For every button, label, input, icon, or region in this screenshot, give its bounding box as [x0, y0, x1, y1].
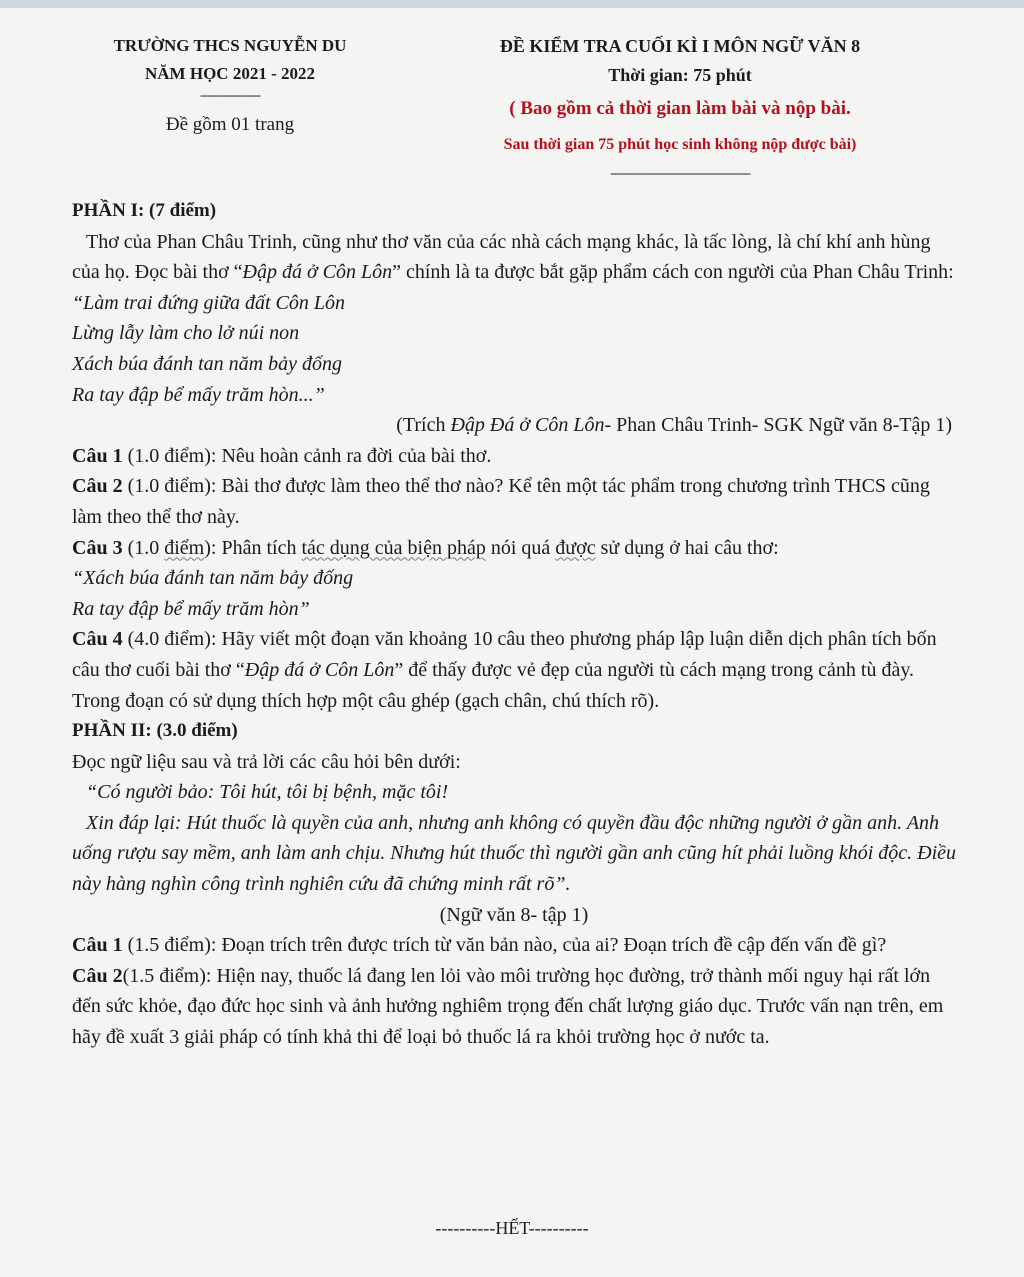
part1-question-3 — [72, 533, 956, 564]
spellcheck-word: được — [555, 536, 596, 559]
poem-line-3: Xách búa đánh tan năm bảy đống — [72, 352, 342, 375]
part2-source: (Ngữ văn 8- tập 1) — [439, 903, 589, 926]
source-suffix: - Phan Châu Trinh- SGK Ngữ văn 8-Tập 1) — [604, 414, 952, 437]
question-label: Câu 1 — [72, 934, 123, 957]
header-left-divider: ------------------ — [200, 87, 260, 102]
exam-note-line1: ( Bao gồm cả thời gian làm bài và nộp bài. — [509, 98, 851, 119]
source-title: Đập Đá ở Côn Lôn — [450, 414, 605, 437]
question-text: (1.5 điểm): Hiện nay, thuốc lá đang len lỏi vào môi trường học đường, trở thành mối nguy hại rất lớn đến sức khỏe, đạo đức học sinh và ảnh hưởng nghiêm trọng đến chất lượng giáo dục. Trước vấn nạn trên, em hãy đề xuất 3 giải pháp có tính khả thi để loại bỏ thuốc lá ra khỏi trường học ở nước ta. — [72, 964, 944, 1049]
poem-source — [72, 410, 956, 441]
question-text: (1.0 điểm): Nêu hoàn cảnh ra đời của bài thơ. — [122, 444, 492, 467]
header-right-divider: ------------------------------------------ — [610, 165, 750, 180]
part2-quote-body: Xin đáp lại: Hút thuốc là quyền của anh, nhưng anh không có quyền đầu độc những người ở gần anh. Anh uống rượu say mềm, anh làm anh chịu. Nhưng hút thuốc thì người gần anh cũng hít phải luồng khói độc. Điều này hàng nghìn công trình nghiên cứu đã chứng minh rất rõ”. — [72, 811, 957, 896]
exam-note-line2: Sau thời gian 75 phút học sinh không nộp được bài) — [503, 136, 857, 153]
intro-poem-title: Đập đá ở Côn Lôn — [242, 261, 393, 284]
question-label: Câu 4 — [72, 628, 123, 651]
header-left — [70, 32, 390, 138]
question-text: nói quá — [485, 536, 556, 559]
question-text: (1.0 điểm): Bài thơ được làm theo thể thơ nào? Kể tên một tác phẩm trong chương trình THCS cũng làm theo thể thơ này. — [72, 475, 930, 528]
part2-heading: PHẦN II: (3.0 điểm) — [72, 720, 238, 742]
part1-question-2 — [72, 471, 956, 532]
spellcheck-word: điểm — [164, 536, 205, 559]
part1-question-4 — [72, 624, 956, 716]
question-label: Câu 2 — [72, 964, 123, 987]
spellcheck-phrase: tác dụng của biện pháp — [301, 536, 486, 559]
part1-intro — [72, 227, 956, 288]
intro-text-a: Thơ của Phan Châu Trinh, cũng như thơ văn của các nhà cách mạng khác, là tấc lòng, là chí khí anh hùng của họ. Đọc bài thơ “ — [72, 230, 931, 284]
school-year: NĂM HỌC 2021 - 2022 — [145, 64, 315, 83]
page-count: Đề gồm 01 trang — [165, 114, 295, 135]
part2-question-2 — [72, 961, 956, 1053]
question-text: (1.0 — [122, 536, 165, 559]
part1-heading: PHẦN I: (7 điểm) — [72, 200, 217, 221]
header-right — [420, 32, 940, 180]
poem-line-2: Lừng lẫy làm cho lở núi non — [72, 322, 300, 345]
question-text: (4.0 điểm): Hãy viết một đoạn văn khoảng 10 câu theo phương pháp lập luận diễn dịch phân tích bốn câu thơ cuối bài thơ “ — [72, 628, 937, 681]
end-marker: ----------HẾT---------- — [435, 1218, 589, 1238]
question-label: Câu 3 — [72, 536, 123, 559]
part1-question-1 — [72, 441, 956, 472]
q3-poem-line-1: “Xách búa đánh tan năm bảy đống — [72, 567, 354, 590]
poem-line-1: “Làm trai đứng giữa đất Côn Lôn — [72, 291, 345, 314]
part2-quote-line-1: “Có người bảo: Tôi hút, tôi bị bệnh, mặc tôi! — [86, 781, 449, 804]
question-text: (1.5 điểm): Đoạn trích trên được trích từ văn bản nào, của ai? Đoạn trích đề cập đến vấn đề gì? — [122, 934, 887, 957]
exam-title: ĐỀ KIỂM TRA CUỐI KÌ I MÔN NGỮ VĂN 8 — [499, 36, 861, 56]
exam-time: Thời gian: 75 phút — [608, 65, 752, 85]
question-text: ” để thấy được vẻ đẹp của người tù cách mạng trong cảnh tù đày. Trong đoạn có sử dụng thích hợp một câu ghép (gạch chân, chú thích rõ). — [72, 658, 915, 712]
part2-instruction: Đọc ngữ liệu sau và trả lời các câu hỏi bên dưới: — [72, 750, 461, 773]
question-text: sử dụng ở hai câu thơ: — [595, 536, 779, 559]
intro-text-b: ” chính là ta được bắt gặp phẩm cách con người của Phan Châu Trinh: — [392, 261, 954, 284]
q3-poem-line-2: Ra tay đập bể mấy trăm hòn” — [72, 597, 310, 620]
exam-body — [72, 196, 956, 1053]
school-name: TRƯỜNG THCS NGUYỄN DU — [113, 36, 347, 55]
question-label: Câu 2 — [72, 475, 123, 498]
question-poem-title: Đập đá ở Côn Lôn — [244, 658, 395, 681]
question-label: Câu 1 — [72, 444, 123, 467]
question-text: ): Phân tích — [204, 536, 302, 559]
poem-line-4: Ra tay đập bể mấy trăm hòn...” — [72, 383, 325, 406]
part2-question-1 — [72, 930, 956, 961]
source-prefix: (Trích — [396, 414, 451, 437]
